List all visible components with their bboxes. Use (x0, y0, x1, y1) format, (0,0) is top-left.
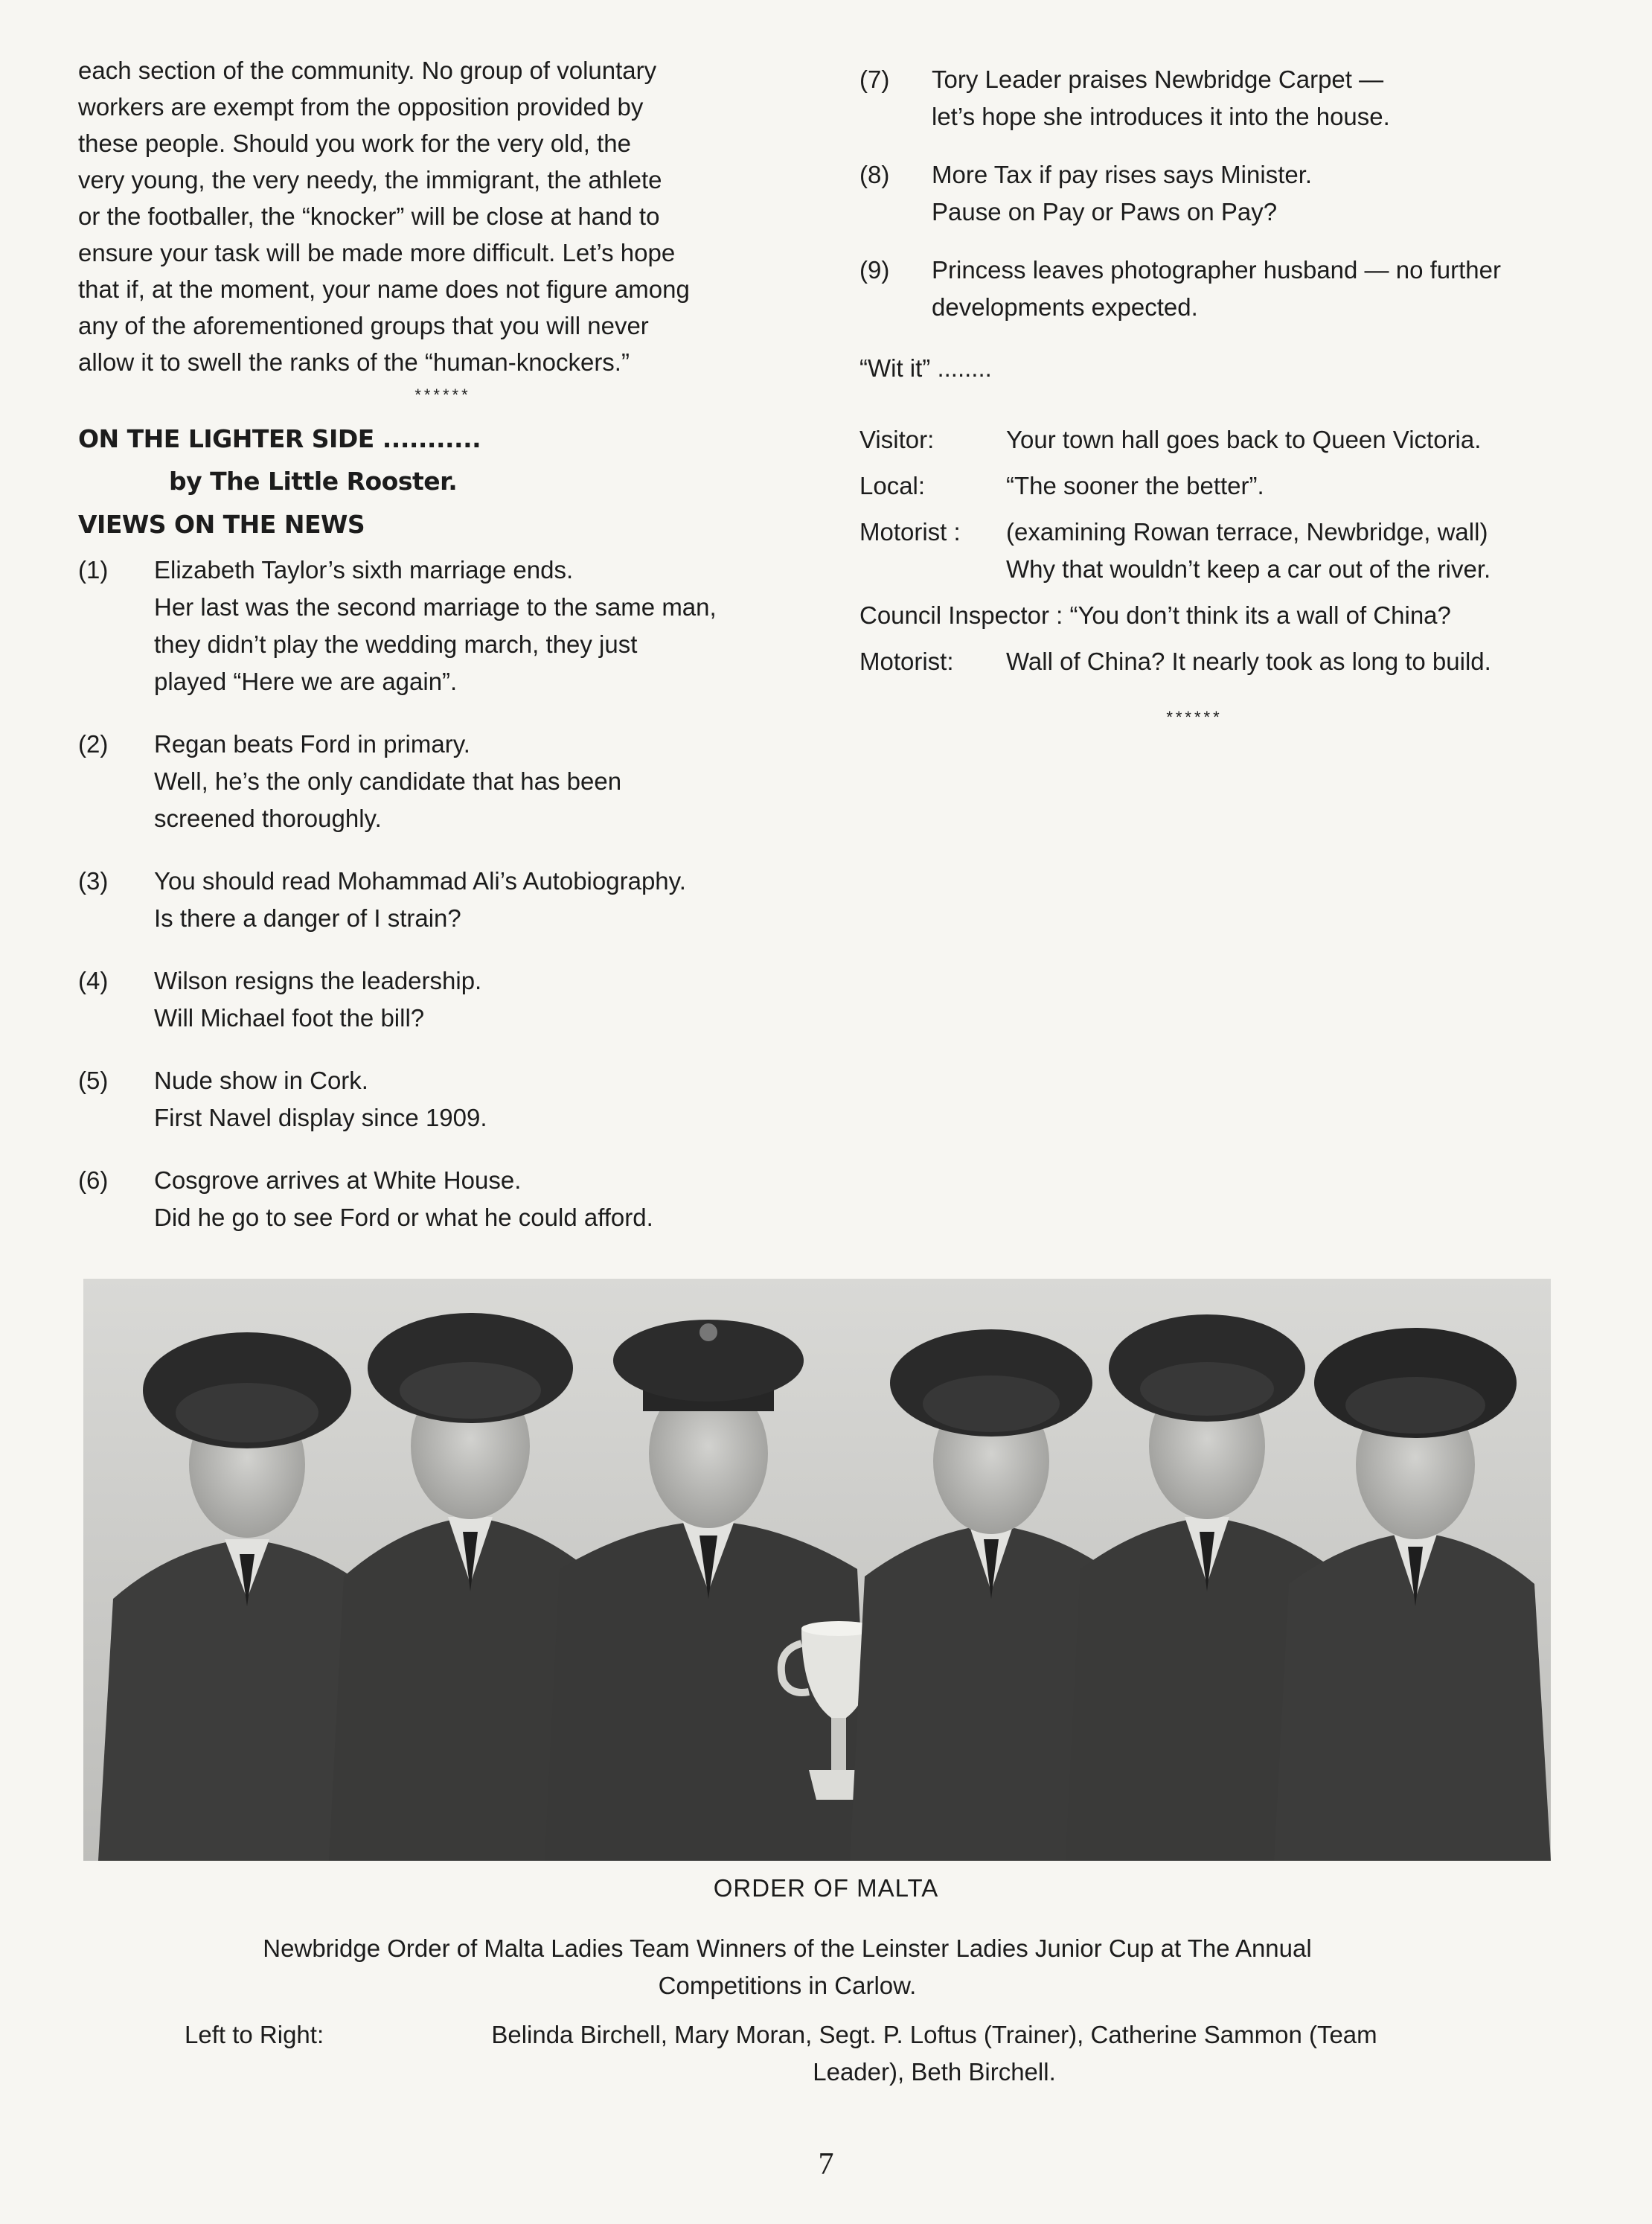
news-body (154, 1062, 807, 1137)
news-line: Well, he’s the only candidate that has been (154, 767, 622, 795)
news-line: screened thoroughly. (154, 805, 382, 832)
news-body (154, 962, 807, 1037)
intro-paragraph (78, 52, 807, 380)
news-number: (7) (859, 65, 890, 93)
intro-line: that if, at the moment, your name does not figure among (78, 275, 690, 303)
dialogue-inspector: Council Inspector : “You don’t think its a wall of China? (859, 601, 1451, 629)
news-body (154, 726, 807, 837)
dialogue-text (1006, 514, 1604, 588)
news-item (859, 61, 1604, 135)
news-line: Cosgrove arrives at White House. (154, 1166, 522, 1194)
news-item (78, 1062, 807, 1137)
photo-caption-names (185, 2016, 1464, 2091)
news-line: You should read Mohammad Ali’s Autobiography. (154, 867, 686, 895)
news-line: Will Michael foot the bill? (154, 1004, 425, 1032)
news-item (78, 863, 807, 937)
photo-illustration (83, 1279, 1551, 1861)
news-line: Is there a danger of I strain? (154, 904, 461, 932)
photo-caption-title: ORDER OF MALTA (713, 1874, 939, 1902)
dialogue-row (859, 643, 1604, 680)
dialogue (859, 421, 1604, 680)
news-line: Did he go to see Ford or what he could afford. (154, 1204, 653, 1231)
news-line: played “Here we are again”. (154, 668, 458, 695)
dialogue-row (859, 467, 1604, 505)
dialogue-line: (examining Rowan terrace, Newbridge, wall) (1006, 518, 1488, 546)
page-number: 7 (818, 2147, 834, 2182)
news-line: Elizabeth Taylor’s sixth marriage ends. (154, 556, 574, 584)
intro-line: any of the aforementioned groups that you will never (78, 312, 649, 339)
news-item (78, 726, 807, 837)
caption-line: Belinda Birchell, Mary Moran, Segt. P. Loftus (Trainer), Catherine Sammon (Team (491, 2021, 1377, 2048)
news-line: First Navel display since 1909. (154, 1104, 487, 1131)
caption-line: Newbridge Order of Malta Ladies Team Winners of the Leinster Ladies Junior Cup at The Annual (263, 1934, 1312, 1962)
caption-line: Competitions in Carlow. (658, 1972, 917, 1999)
news-body (932, 61, 1604, 135)
news-number: (3) (78, 867, 109, 895)
intro-line: allow it to swell the ranks of the “human-knockers.” (78, 348, 630, 376)
intro-line: workers are exempt from the opposition provided by (78, 93, 644, 121)
caption-names-text (404, 2016, 1464, 2091)
news-line: Regan beats Ford in primary. (154, 730, 470, 758)
speaker: Motorist : (859, 518, 961, 546)
news-line: developments expected. (932, 293, 1198, 321)
photo-caption-description (185, 1930, 1390, 2004)
speaker: Visitor: (859, 426, 935, 453)
dialogue-row (859, 514, 1604, 588)
news-item (78, 962, 807, 1037)
news-number: (6) (78, 1166, 109, 1194)
news-item (78, 1162, 807, 1236)
views-title: VIEWS ON THE NEWS (78, 510, 365, 539)
news-line: Tory Leader praises Newbridge Carpet — (932, 65, 1384, 93)
news-number: (9) (859, 256, 890, 284)
dialogue-text: Your town hall goes back to Queen Victoria. (1006, 426, 1482, 453)
news-line: let’s hope she introduces it into the house. (932, 103, 1390, 130)
news-list (78, 552, 807, 1236)
news-item (78, 552, 807, 700)
intro-line: ensure your task will be made more difficult. Let’s hope (78, 239, 676, 266)
news-line: Pause on Pay or Paws on Pay? (932, 198, 1278, 226)
wit-title: “Wit it” ........ (859, 354, 992, 382)
section-separator: ****** (414, 386, 471, 404)
news-number: (4) (78, 967, 109, 994)
caption-line: Leader), Beth Birchell. (813, 2058, 1056, 2086)
news-body (154, 863, 807, 937)
dialogue-line: Why that wouldn’t keep a car out of the river. (1006, 555, 1491, 583)
speaker: Local: (859, 472, 926, 499)
news-number: (2) (78, 730, 109, 758)
news-body (154, 552, 807, 700)
intro-line: or the footballer, the “knocker” will be close at hand to (78, 202, 660, 230)
intro-line: very young, the very needy, the immigrant, the athlete (78, 166, 662, 194)
news-line: Wilson resigns the leadership. (154, 967, 482, 994)
news-line: they didn’t play the wedding march, they just (154, 630, 638, 658)
section-title: ON THE LIGHTER SIDE ........... (78, 424, 481, 453)
dialogue-text: Wall of China? It nearly took as long to build. (1006, 648, 1491, 675)
news-number: (5) (78, 1067, 109, 1094)
left-column (78, 52, 807, 1262)
byline: by The Little Rooster. (169, 467, 458, 496)
news-item (859, 156, 1604, 231)
news-line: Princess leaves photographer husband — no further (932, 256, 1501, 284)
news-number: (1) (78, 556, 109, 584)
news-item (859, 252, 1604, 326)
news-line: More Tax if pay rises says Minister. (932, 161, 1313, 188)
news-body (154, 1162, 807, 1236)
dialogue-row (859, 421, 1604, 458)
intro-line: each section of the community. No group of voluntary (78, 57, 657, 84)
intro-line: these people. Should you work for the very old, the (78, 130, 631, 157)
news-number: (8) (859, 161, 890, 188)
right-column (859, 61, 1604, 732)
section-separator: ****** (1166, 708, 1223, 726)
news-body (932, 156, 1604, 231)
team-photograph (83, 1279, 1551, 1861)
dialogue-text: “The sooner the better”. (1006, 472, 1264, 499)
news-body (932, 252, 1604, 326)
news-line: Nude show in Cork. (154, 1067, 368, 1094)
news-line: Her last was the second marriage to the same man, (154, 593, 717, 621)
caption-names-label: Left to Right: (185, 2021, 324, 2048)
speaker: Motorist: (859, 648, 954, 675)
